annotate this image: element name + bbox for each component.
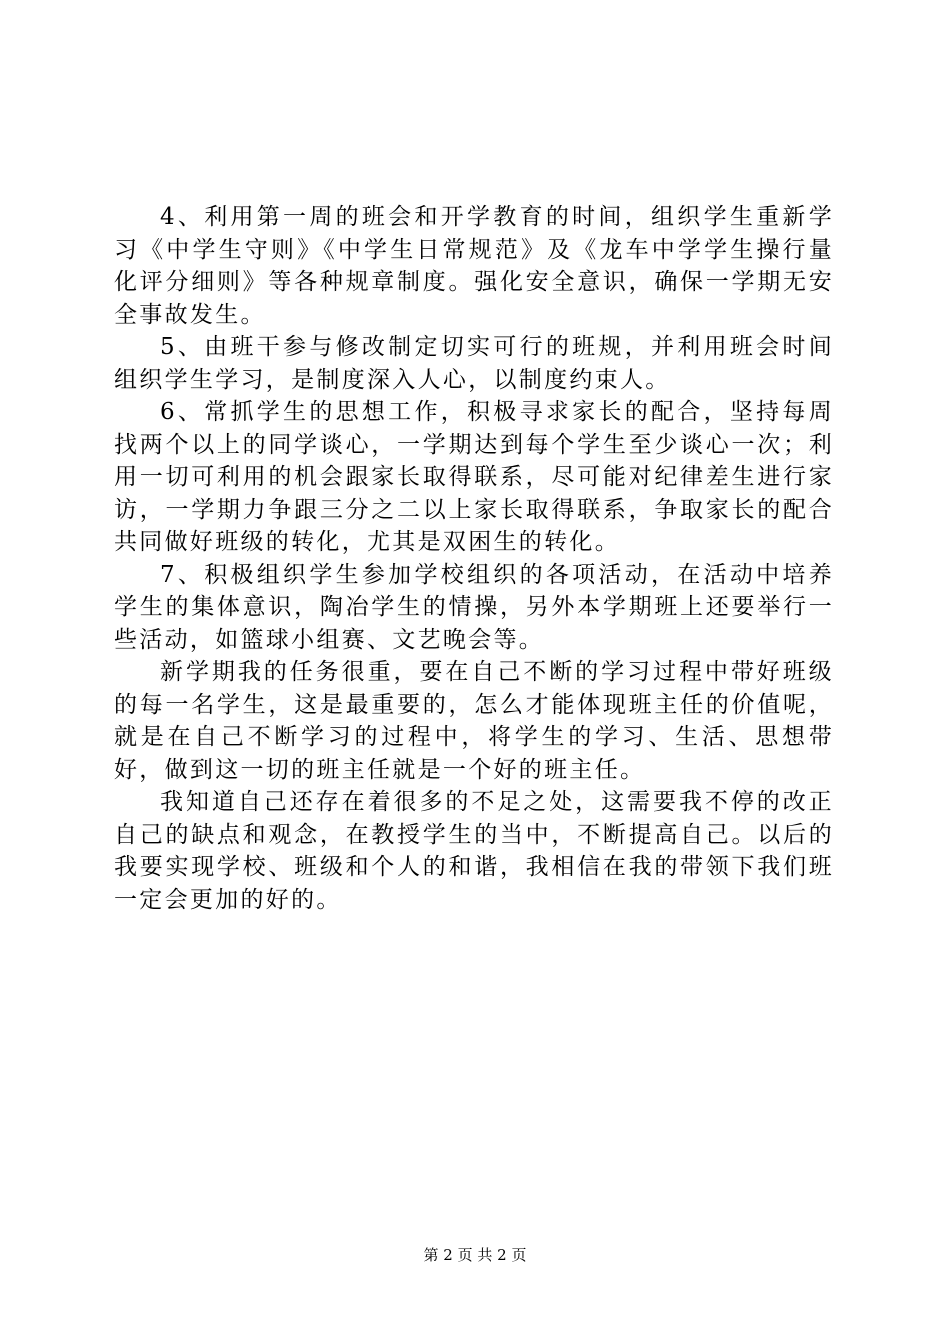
paragraph-item-5: 5、由班干参与修改制定切实可行的班规，并利用班会时间组织学生学习，是制度深入人心，以制度约束人。 [114,334,834,393]
page-footer: 第 2 页 共 2 页 [423,1246,527,1264]
paragraph-new-semester: 新学期我的任务很重，要在自己不断的学习过程中带好班级的每一名学生，这是最重要的，怎么才能体现班主任的价值呢，就是在自己不断学习的过程中，将学生的学习、生活、思想带好，做到这一切的班主任就是一个好的班主任。 [114,659,834,783]
paragraph-item-4: 4、利用第一周的班会和开学教育的时间，组织学生重新学习《中学生守则》《中学生日常规范》及《龙车中学学生操行量化评分细则》等各种规章制度。强化安全意识，确保一学期无安全事故发生。 [114,204,834,328]
paragraph-item-7: 7、积极组织学生参加学校组织的各项活动，在活动中培养学生的集体意识，陶冶学生的情操，另外本学期班上还要举行一些活动，如篮球小组赛、文艺晚会等。 [114,561,834,653]
paragraph-conclusion: 我知道自己还存在着很多的不足之处，这需要我不停的改正自己的缺点和观念，在教授学生的当中，不断提高自己。以后的我要实现学校、班级和个人的和谐，我相信在我的带领下我们班一定会更加的好的。 [114,789,834,913]
document-body [114,201,834,916]
paragraph-item-6: 6、常抓学生的思想工作，积极寻求家长的配合，坚持每周找两个以上的同学谈心，一学期达到每个学生至少谈心一次；利用一切可利用的机会跟家长取得联系，尽可能对纪律差生进行家访，一学期力争跟三分之二以上家长取得联系，争取家长的配合共同做好班级的转化，尤其是双困生的转化。 [114,399,834,555]
